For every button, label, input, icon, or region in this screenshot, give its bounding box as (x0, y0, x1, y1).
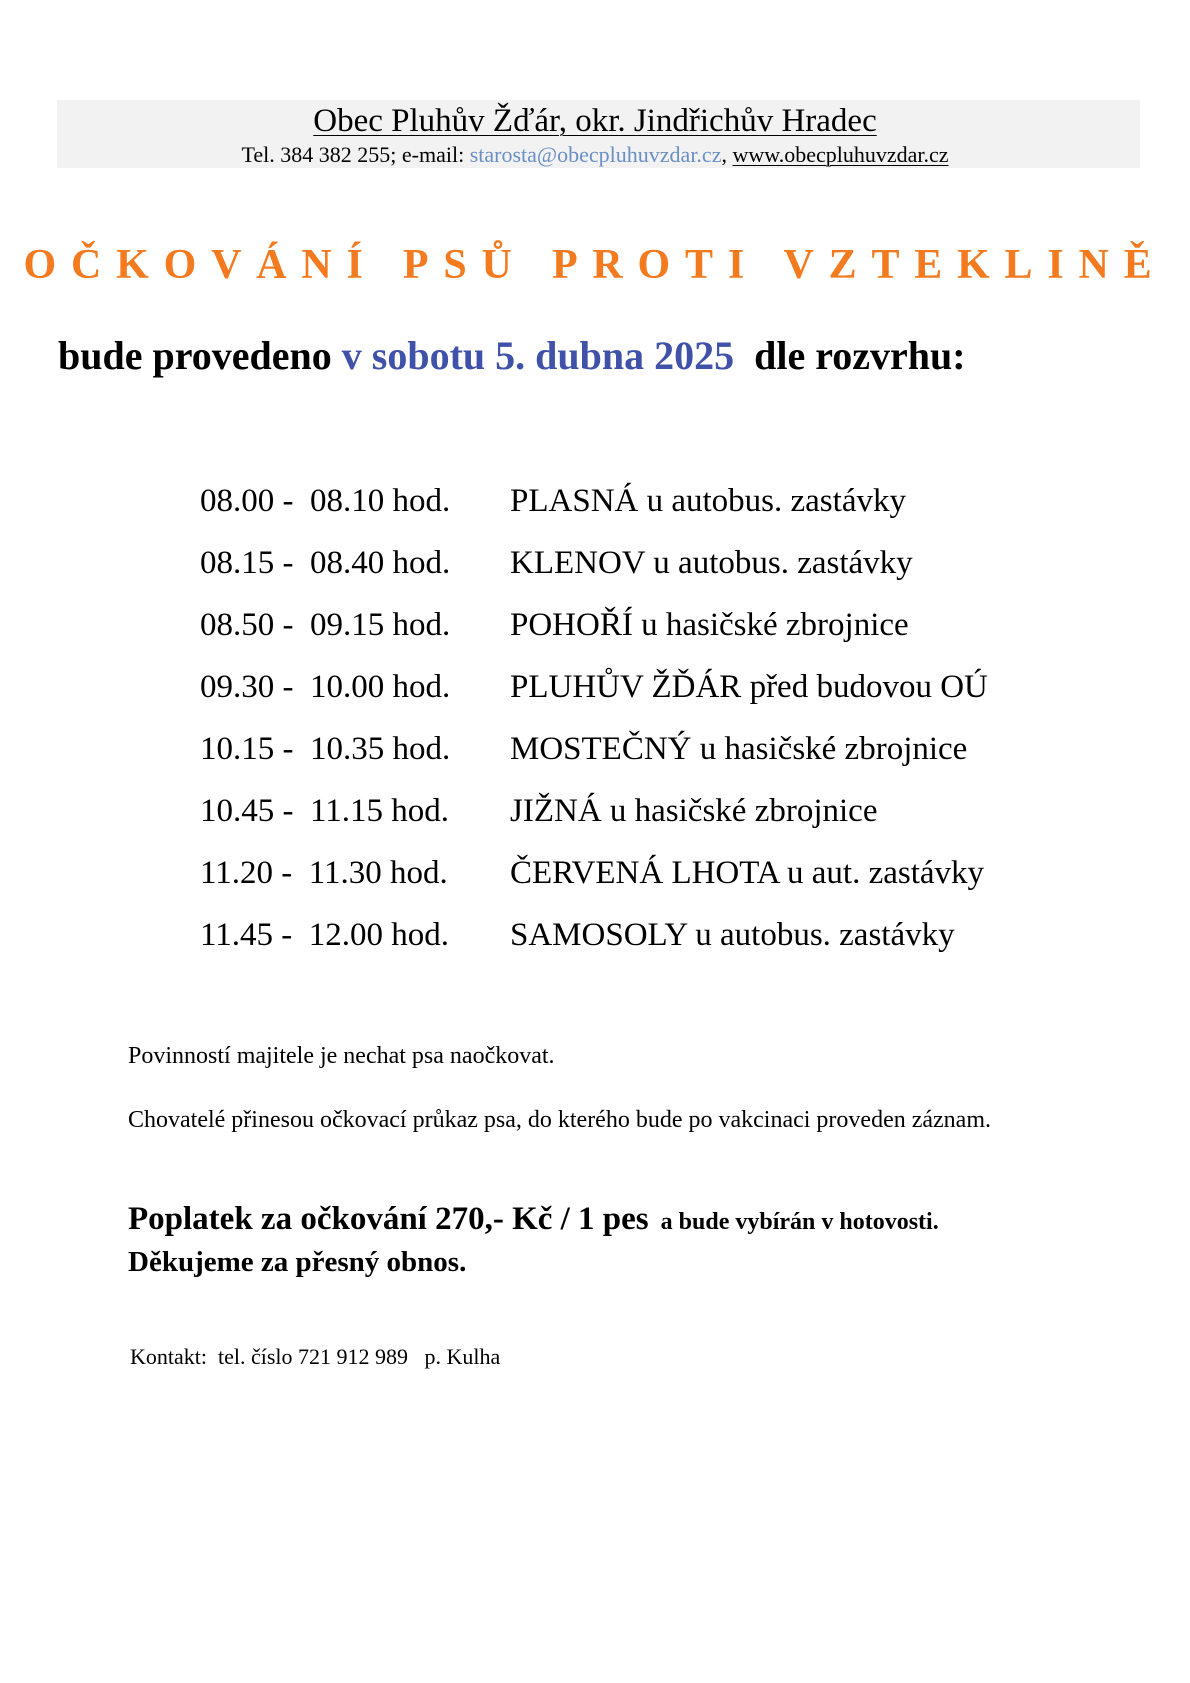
thanks-note: Děkujeme za přesný obnos. (128, 1246, 467, 1278)
schedule-place: MOSTEČNÝ u hasičské zbrojnice (510, 731, 968, 767)
schedule-row (200, 604, 1100, 666)
schedule-place: PLASNÁ u autobus. zastávky (510, 483, 906, 519)
schedule-list (200, 480, 1100, 976)
fee-amount: Poplatek za očkování 270,- Kč / 1 pes (128, 1201, 649, 1237)
schedule-row (200, 790, 1100, 852)
schedule-place: ČERVENÁ LHOTA u aut. zastávky (510, 855, 985, 891)
schedule-place: JIŽNÁ u hasičské zbrojnice (510, 793, 878, 829)
schedule-time: 11.45 - 12.00 hod. (200, 917, 450, 953)
schedule-place: KLENOV u autobus. zastávky (510, 545, 913, 581)
schedule-row (200, 542, 1100, 604)
municipality-title: Obec Pluhův Žďár, okr. Jindřichův Hradec (313, 103, 877, 139)
schedule-place: POHOŘÍ u hasičské zbrojnice (510, 607, 909, 643)
contact-separator: , (721, 142, 733, 167)
schedule-place: PLUHŮV ŽĎÁR před budovou OÚ (510, 669, 988, 705)
certificate-notice: Chovatelé přinesou očkovací průkaz psa, do kterého bude po vakcinaci proveden záznam. (128, 1107, 992, 1133)
fee-payment-note: a bude vybírán v hotovosti. (660, 1209, 939, 1235)
schedule-row (200, 728, 1100, 790)
schedule-row (200, 914, 1100, 976)
schedule-row (200, 666, 1100, 728)
schedule-time: 08.50 - 09.15 hod. (200, 607, 451, 643)
schedule-time: 08.15 - 08.40 hod. (200, 545, 451, 581)
email-link[interactable]: starosta@obecpluhuvzdar.cz (469, 142, 722, 167)
main-heading: OČKOVÁNÍ PSŮ PROTI VZTEKLINĚ (23, 242, 1167, 288)
obligation-notice: Povinností majitele je nechat psa naočkovat. (128, 1043, 555, 1069)
subheading-prefix: bude provedeno (58, 333, 342, 378)
subheading-date: v sobotu 5. dubna 2025 (341, 333, 735, 378)
schedule-time: 08.00 - 08.10 hod. (200, 483, 451, 519)
schedule-time: 09.30 - 10.00 hod. (200, 669, 451, 705)
website-link[interactable]: www.obecpluhuvzdar.cz (732, 142, 949, 167)
header-contact-line (0, 142, 1190, 168)
schedule-time: 10.15 - 10.35 hod. (200, 731, 451, 767)
schedule-place: SAMOSOLY u autobus. zastávky (510, 917, 955, 953)
phone-text: Tel. 384 382 255; e-mail: (241, 142, 470, 167)
fee-line (128, 1199, 1128, 1239)
subheading-suffix: dle rozvrhu: (734, 333, 966, 378)
schedule-time: 10.45 - 11.15 hod. (200, 793, 450, 829)
schedule-row (200, 480, 1100, 542)
contact-line: Kontakt: tel. číslo 721 912 989 p. Kulha (130, 1344, 501, 1369)
schedule-time: 11.20 - 11.30 hod. (200, 855, 448, 891)
schedule-row (200, 852, 1100, 914)
subheading (58, 332, 966, 380)
